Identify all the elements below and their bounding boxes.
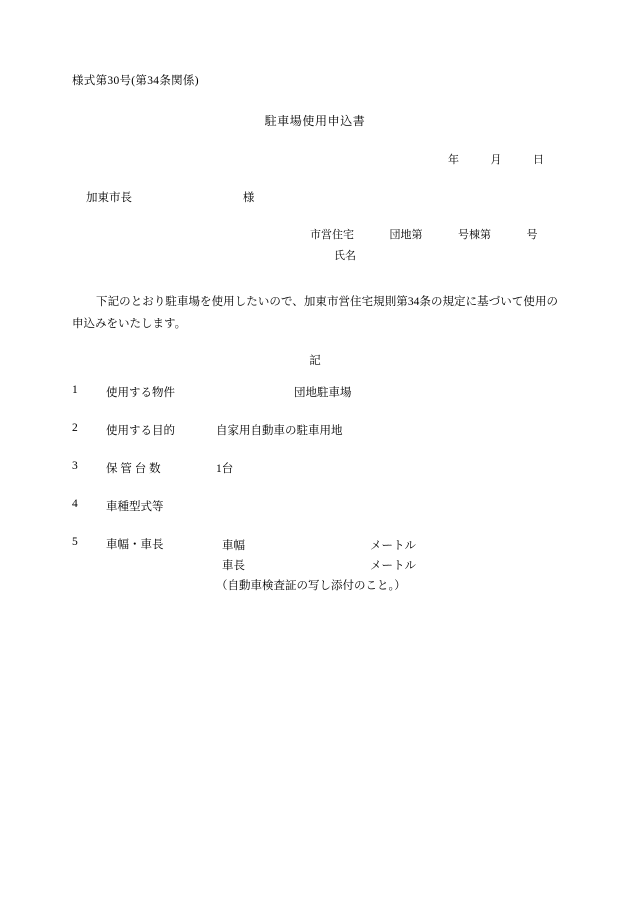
- vehicle-width-row: [216, 536, 416, 556]
- applicant-danchi-label: 団地第: [389, 229, 423, 241]
- applicant-block: [72, 225, 558, 267]
- vehicle-length-label: 車長: [222, 559, 245, 572]
- item-label: 車幅・車長: [106, 538, 164, 551]
- vehicle-width-label: 車幅: [222, 539, 245, 552]
- vehicle-length-unit: メートル: [370, 559, 416, 572]
- document-title: 駐車場使用申込書: [264, 114, 366, 128]
- vehicle-width-unit: メートル: [370, 539, 416, 552]
- date-day: 日: [533, 154, 544, 166]
- list-item: [72, 498, 558, 514]
- item-label: 保 管 台 数: [106, 462, 161, 475]
- item-number: 1: [72, 383, 78, 396]
- ki-marker: 記: [309, 354, 321, 367]
- applicant-gou-label: 号: [526, 229, 538, 241]
- list-item: [72, 422, 558, 438]
- list-item: [72, 460, 558, 476]
- addressee: [72, 189, 558, 205]
- addressee-honorific: 様: [242, 192, 255, 204]
- date-year: 年: [448, 154, 459, 166]
- list-item: [72, 384, 558, 400]
- applicant-name-label: 氏名: [334, 249, 356, 262]
- vehicle-size-note: （自動車検査証の写し添付のこと。）: [216, 579, 406, 592]
- items-list: [72, 384, 558, 598]
- applicant-address-row: [310, 225, 558, 246]
- item-label: 車種型式等: [106, 500, 164, 513]
- list-item: [72, 536, 558, 598]
- item-value: 1台: [216, 462, 234, 475]
- date-month: 月: [490, 154, 502, 166]
- applicant-tou-label: 号棟第: [458, 229, 491, 241]
- addressee-name: 加東市長: [86, 192, 132, 204]
- item-number: 5: [72, 535, 78, 548]
- body-text: [72, 291, 558, 336]
- form-number: 様式第30号(第34条関係): [72, 75, 199, 87]
- item-label: 使用する物件: [106, 386, 175, 399]
- vehicle-size-block: [216, 536, 416, 598]
- item-label: 使用する目的: [106, 424, 175, 437]
- document-body: [72, 72, 558, 598]
- item-number: 3: [72, 459, 78, 472]
- item-value: 自家用自動車の駐車用地: [216, 424, 343, 437]
- date-line: [72, 151, 558, 167]
- item-number: 4: [72, 497, 78, 510]
- applicant-housing-label: 市営住宅: [310, 229, 354, 241]
- body-text-content: 下記のとおり駐車場を使用したいので、加東市営住宅規則第34条の規定に基づいて使用の申込みをいたします。: [72, 295, 558, 331]
- item-number: 2: [72, 421, 78, 434]
- vehicle-length-row: [216, 556, 416, 576]
- applicant-name-row: [310, 246, 558, 267]
- item-value: 団地駐車場: [294, 386, 352, 399]
